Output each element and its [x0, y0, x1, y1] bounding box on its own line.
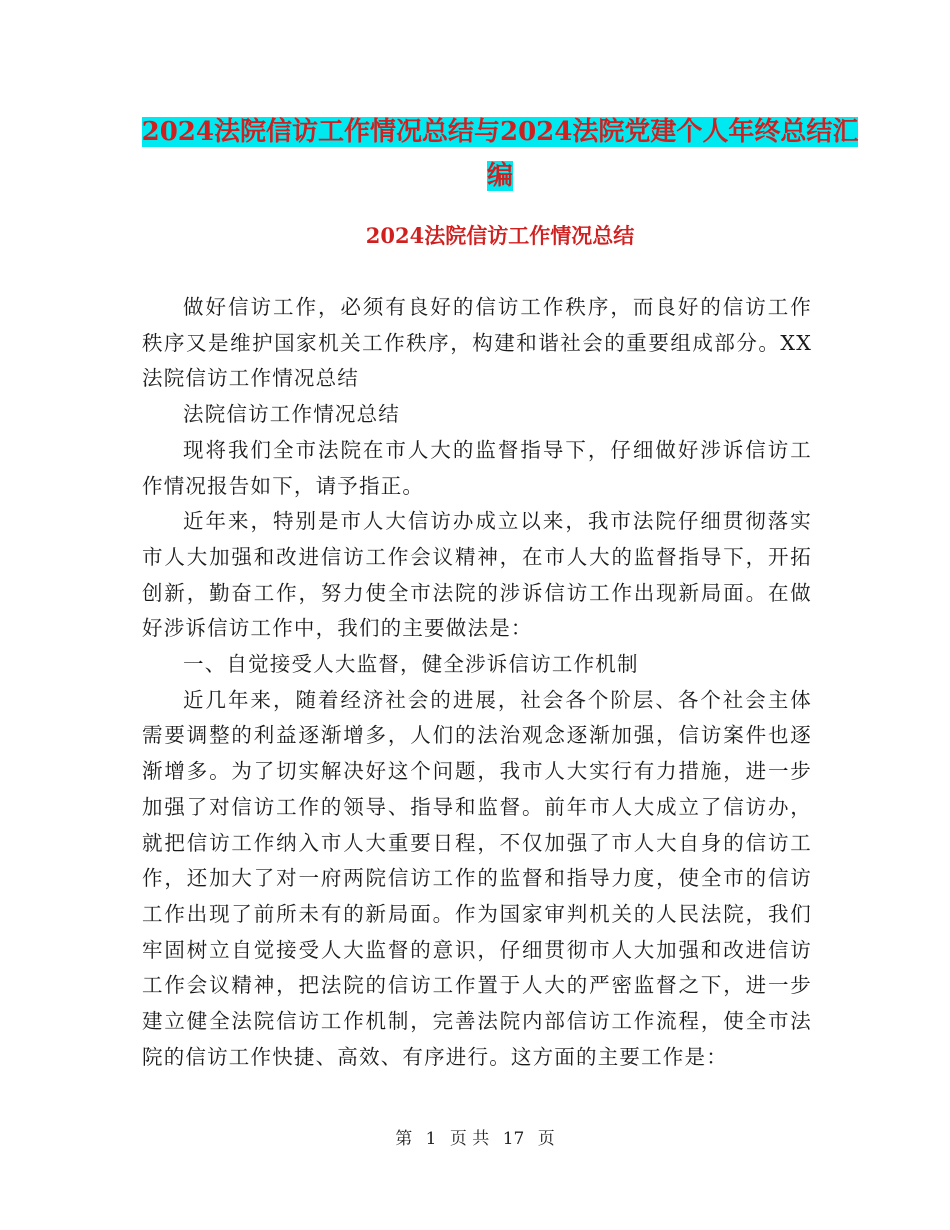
total-pages-number: 17	[502, 1129, 525, 1149]
paragraph: 做好信访工作，必须有良好的信访工作秩序，而良好的信访工作秩序又是维护国家机关工作秩序，构建和谐社会的重要组成部分。XX法院信访工作情况总结	[142, 295, 812, 391]
paragraph: 现将我们全市法院在市人大的监督指导下，仔细做好涉诉信访工作情况报告如下，请予指正。	[142, 437, 812, 498]
page-label-mid: 页 共	[449, 1129, 490, 1149]
document-title-text: 2024法院信访工作情况总结与2024法院党建个人年终总结汇编	[141, 117, 859, 191]
page-label-suffix: 页	[537, 1129, 555, 1149]
paragraph-heading: 一、自觉接受人大监督，健全涉诉信访工作机制	[183, 652, 639, 677]
page-label-prefix: 第	[395, 1129, 413, 1149]
page-footer	[0, 1124, 950, 1149]
paragraph: 法院信访工作情况总结	[183, 402, 400, 427]
document-body	[142, 290, 812, 1075]
paragraph: 近年来，特别是市人大信访办成立以来，我市法院仔细贯彻落实市人大加强和改进信访工作会议精神，在市人大的监督指导下，开拓创新，勤奋工作，努力使全市法院的涉诉信访工作出现新局面。在做好涉诉信访工作中，我们的主要做法是：	[142, 509, 812, 641]
document-title	[140, 110, 860, 198]
section-title: 2024法院信访工作情况总结	[365, 223, 635, 248]
paragraph: 近几年来，随着经济社会的进展，社会各个阶层、各个社会主体需要调整的利益逐渐增多，人们的法治观念逐渐加强，信访案件也逐渐增多。为了切实解决好这个问题，我市人大实行有力措施，进一步加强了对信访工作的领导、指导和监督。前年市人大成立了信访办，就把信访工作纳入市人大重要日程，不仅加强了市人大自身的信访工作，还加大了对一府两院信访工作的监督和指导力度，使全市的信访工作出现了前所未有的新局面。作为国家审判机关的人民法院，我们牢固树立自觉接受人大监督的意识，仔细贯彻市人大加强和改进信访工作会议精神，把法院的信访工作置于人大的严密监督之下，进一步建立健全法院信访工作机制，完善法院内部信访工作流程，使全市法院的信访工作快捷、高效、有序进行。这方面的主要工作是：	[142, 687, 812, 1069]
current-page-number: 1	[425, 1129, 437, 1149]
